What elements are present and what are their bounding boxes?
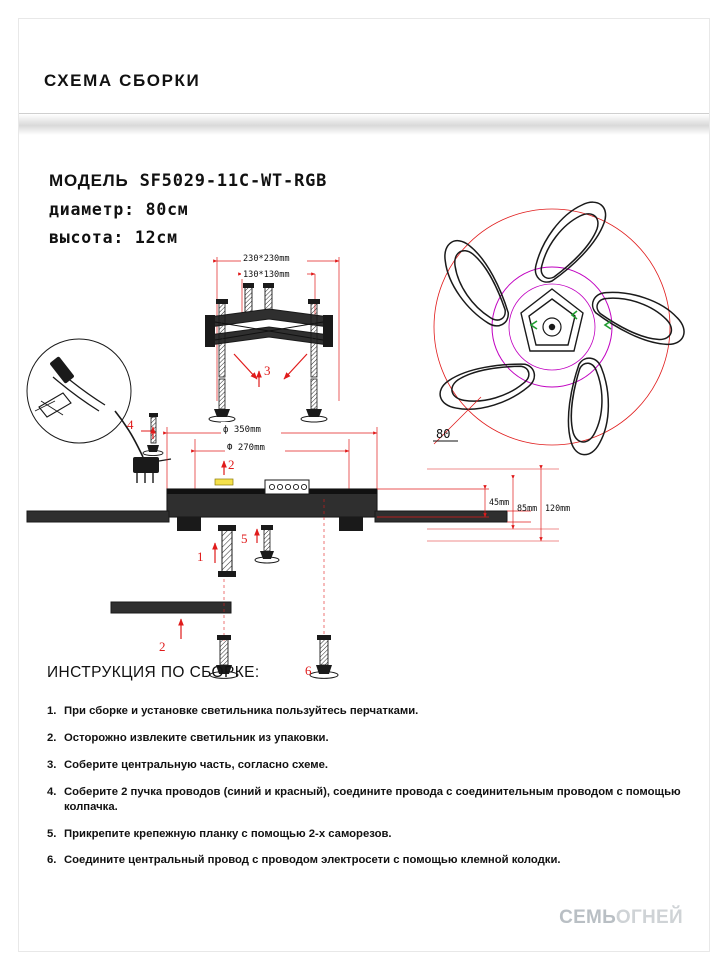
dim-circle-label: 80 xyxy=(436,427,451,441)
list-item-number: 1. xyxy=(47,705,57,717)
list-item-text: Соберите центральную часть, согласно схеме. xyxy=(64,758,329,771)
brand-part-2: ОГНЕЙ xyxy=(615,907,683,928)
document-page xyxy=(18,18,710,952)
list-item xyxy=(47,758,687,773)
list-item xyxy=(47,827,687,842)
terminal-block xyxy=(133,457,171,483)
list-item-number: 4. xyxy=(47,785,57,798)
list-item xyxy=(47,704,687,719)
list-item-text: Осторожно извлеките светильник из упаковки. xyxy=(64,731,329,744)
list-item-number: 6. xyxy=(47,854,57,867)
callout-3: 3 xyxy=(264,363,271,378)
brand-logo xyxy=(559,907,683,929)
dim-45: 45mm xyxy=(489,497,510,507)
instructions-list xyxy=(47,704,687,880)
list-item-text: Прикрепите крепежную планку с помощью 2-х саморезов. xyxy=(64,827,392,840)
list-item-number: 3. xyxy=(47,758,57,771)
model-value: SF5029-11C-WT-RGB xyxy=(139,171,328,191)
diameter-value: 80см xyxy=(145,200,189,219)
threaded-rod xyxy=(197,525,236,577)
brand-part-1: СЕМЬ xyxy=(559,907,616,928)
list-item xyxy=(47,853,687,868)
assembly-diagram xyxy=(19,139,711,699)
dim-plate-inner: 130*130mm xyxy=(243,270,290,280)
height-label: высота: xyxy=(49,228,125,247)
dim-120: 120mm xyxy=(545,503,571,513)
self-tapping-screw xyxy=(241,525,279,563)
screw-pair-top xyxy=(243,283,274,313)
model-label: МОДЕЛЬ xyxy=(49,171,129,190)
list-item-text: Соедините центральный провод с проводом электросети с помощью клемной колодки. xyxy=(64,854,561,867)
page-header xyxy=(19,19,709,109)
dim-plate-outer: 230*230mm xyxy=(243,254,290,264)
list-item xyxy=(47,731,687,746)
main-body-side-view xyxy=(27,422,570,541)
assembly-drawing-svg xyxy=(19,139,711,699)
diameter-label: диаметр: xyxy=(49,200,135,219)
mounting-bar xyxy=(111,602,231,654)
callout-4: 4 xyxy=(127,417,134,432)
instructions-title: ИНСТРУКЦИЯ ПО СБОРКЕ: xyxy=(47,664,260,681)
height-value: 12см xyxy=(134,228,178,247)
dim-85: 85mm xyxy=(517,503,538,513)
callout-1: 1 xyxy=(197,549,204,564)
page-title: СХЕМА СБОРКИ xyxy=(44,71,201,90)
list-item-number: 2. xyxy=(47,731,57,744)
callout-2-bottom: 2 xyxy=(159,639,166,654)
list-item-number: 5. xyxy=(47,827,57,840)
mounting-parts xyxy=(111,499,338,678)
callout-2-top: 2 xyxy=(228,457,235,472)
header-divider xyxy=(19,113,709,135)
terminal-strip xyxy=(265,480,309,494)
lamp-plan-view xyxy=(428,202,687,459)
wire-connector-detail xyxy=(27,339,171,483)
list-item-text: При сборке и установке светильника пользуйтесь перчатками. xyxy=(64,705,419,717)
list-item-text: Соберите 2 пучка проводов (синий и красный), соедините провода с соединительным проводом с помощью колпачка. xyxy=(64,785,681,813)
callout-6: 6 xyxy=(305,663,312,678)
dim-body-outer: ф 350mm xyxy=(223,425,261,435)
list-item xyxy=(47,785,687,815)
cross-bracket-assembly xyxy=(205,251,339,422)
dim-body-inner: Ф 270mm xyxy=(227,443,265,453)
callout-5: 5 xyxy=(241,531,248,546)
